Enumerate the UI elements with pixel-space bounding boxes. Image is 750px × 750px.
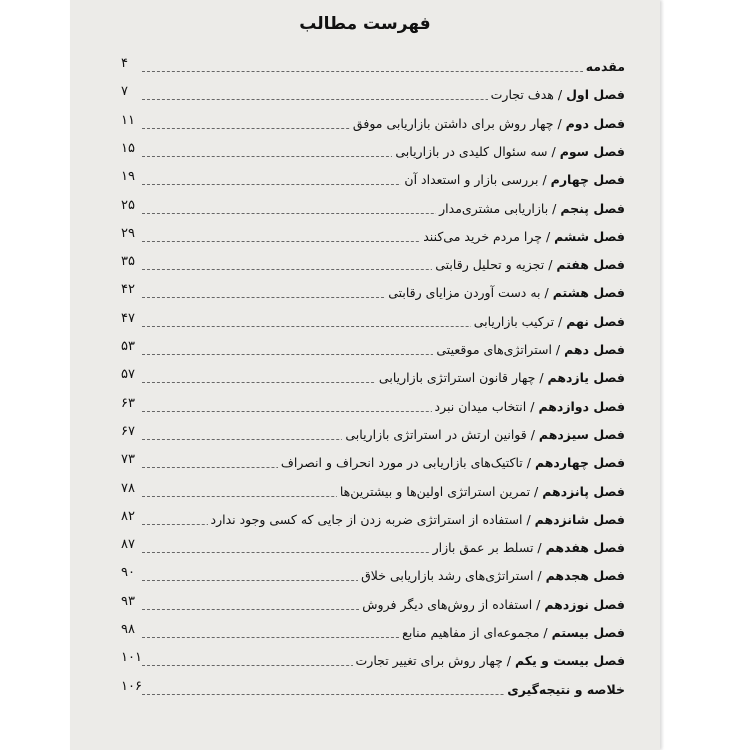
toc-chapter: فصل نهم [566,313,625,329]
toc-entry-label [488,87,628,102]
toc-entry [118,335,628,357]
toc-entry [118,448,628,470]
toc-separator: / [551,342,565,357]
toc-chapter: فصل دوازدهم [538,398,625,414]
toc-topic: استفاده از استراتژی ضربه زدن از جایی که کسی وجود ندارد [210,511,523,527]
toc-chapter: فصل نوزدهم [544,596,625,612]
toc-topic: تسلط بر عمق بازار [432,540,534,556]
toc-page-number: ۷ [118,84,131,99]
toc-chapter: فصل اول [566,87,625,103]
toc-entry-label [337,484,628,499]
toc-page-number: ۵۳ [118,339,138,354]
toc-entry-label [471,314,628,329]
toc-topic: تمرین استراتژی اولین‌ها و بیشترین‌ها [339,483,531,499]
toc-chapter: فصل هفتم [556,257,625,273]
toc-entry [118,590,628,612]
toc-entry-label [436,201,628,216]
page-title: فهرست مطالب [299,14,431,34]
toc-separator: / [535,370,548,386]
toc-entry-label [278,455,628,470]
toc-separator: / [553,87,567,103]
toc-entry [118,194,628,216]
toc-entry [118,618,628,640]
toc-topic: ترکیب بازاریابی [473,313,555,329]
toc-page-number: ۵۷ [118,367,138,382]
toc-page-number: ۶۳ [118,396,138,411]
toc-entry-label [401,172,628,187]
toc-separator: / [532,596,545,612]
toc-entry [118,250,628,272]
toc-page-number: ۴ [118,56,131,71]
toc-entry-label [385,285,628,300]
toc-separator: / [554,313,567,329]
toc-chapter: فصل شانزدهم [534,511,625,527]
toc-entry-label [432,257,628,272]
toc-chapter: فصل ششم [554,228,625,244]
toc-topic: چهار روش برای تغییر تجارت [355,653,503,669]
toc-entry [118,363,628,385]
toc-topic: قوانین ارتش در استراتژی بازاریابی [345,426,527,442]
toc-chapter: فصل بیستم [551,625,625,640]
toc-topic: انتخاب میدان نبرد [434,398,527,414]
toc-page-number: ۸۷ [118,537,138,552]
toc-chapter: فصل چهاردهم [534,455,625,471]
toc-chapter: مقدمه [585,59,625,74]
toc-page-number: ۶۷ [118,424,138,439]
toc-separator: / [553,115,566,131]
toc-entry-label [376,370,628,385]
toc-entry [118,646,628,668]
toc-page-number: ۱۵ [118,141,138,156]
toc-page-number: ۴۲ [118,282,138,297]
toc-separator: / [544,257,557,273]
toc-separator: / [539,625,552,640]
toc-page-number: ۱۰۱ [118,650,145,665]
toc-entry [118,533,628,555]
toc-entry [118,52,628,74]
toc-entry-label [399,625,628,640]
toc-page-number: ۷۸ [118,481,138,496]
toc-topic: بازاریابی مشتری‌مدار [439,200,549,216]
toc-entry [118,561,628,583]
toc-page-number: ۴۷ [118,311,138,326]
toc-chapter: فصل دهم [564,342,625,357]
toc-page-number: ۱۹ [118,169,138,184]
toc-topic: تاکتیک‌های بازاریابی در مورد انحراف و انصراف [280,455,523,471]
toc-entry-label [504,682,628,697]
toc-entry [118,109,628,131]
toc-page-number: ۸۲ [118,509,138,524]
toc-entry [118,137,628,159]
toc-entry-label [358,568,628,583]
toc-topic: استراتژی‌های موقعیتی [436,342,552,357]
toc-separator: / [522,455,535,471]
toc-topic: هدف تجارت [490,87,554,103]
table-of-contents [70,0,660,750]
toc-chapter: فصل پنجم [560,200,625,216]
toc-topic: تجزیه و تحلیل رقابتی [435,257,545,273]
toc-entry [118,278,628,300]
toc-page-number: ۱۰۶ [118,679,145,694]
toc-chapter: فصل پانزدهم [542,483,625,499]
dotted-leader [142,71,628,72]
toc-separator: / [540,285,553,301]
toc-separator: / [538,172,551,188]
toc-page-number: ۲۹ [118,226,138,241]
toc-entry-label [430,540,628,555]
toc-entry-label [342,427,628,442]
toc-entry-label [208,512,628,527]
toc-separator: / [526,426,539,442]
toc-separator: / [530,483,543,499]
toc-chapter: فصل دوم [565,115,625,131]
toc-page-number: ۹۸ [118,622,138,637]
toc-topic: مجموعه‌ای از مفاهیم منابع [402,625,540,640]
toc-page-number: ۲۵ [118,198,138,213]
toc-entry-label [392,144,628,159]
toc-separator: / [548,200,561,216]
toc-page-number: ۳۵ [118,254,138,269]
toc-chapter: فصل سیزدهم [538,426,625,442]
toc-separator: / [533,540,546,556]
toc-entry [118,420,628,442]
toc-entry [118,165,628,187]
toc-separator: / [502,653,515,669]
toc-chapter: فصل هجدهم [545,568,625,584]
toc-topic: استفاده از روش‌های دیگر فروش [362,596,533,612]
toc-entry [118,392,628,414]
toc-entry-label [350,116,628,131]
toc-entry-label [433,342,628,357]
toc-entry-label [583,59,628,74]
toc-topic: چرا مردم خرید می‌کنند [423,228,542,244]
toc-page-number: ۹۰ [118,565,138,580]
toc-topic: به دست آوردن مزایای رقابتی [388,285,541,301]
toc-topic: چهار قانون استراتژی بازاریابی [378,370,536,386]
toc-topic: چهار روش برای داشتن بازاریابی موفق [352,115,554,131]
toc-entry-label [353,653,628,668]
toc-topic: سه سئوال کلیدی در بازاریابی [395,143,548,159]
toc-entry [118,477,628,499]
toc-chapter: خلاصه و نتیجه‌گیری [507,681,625,697]
toc-entry [118,222,628,244]
toc-chapter: فصل هفدهم [545,540,625,556]
toc-separator: / [542,228,555,244]
toc-topic: بررسی بازار و استعداد آن [404,172,539,188]
toc-page-number: ۱۱ [118,113,138,128]
toc-entry-label [420,229,628,244]
toc-separator: / [533,568,546,584]
toc-chapter: فصل یازدهم [547,370,625,386]
toc-separator: / [526,398,539,414]
book-page [70,0,660,750]
toc-topic: استراتژی‌های رشد بازاریابی خلاق [361,568,534,584]
toc-chapter: فصل هشتم [552,285,625,301]
toc-entry [118,80,628,102]
toc-entry [118,505,628,527]
toc-page-number: ۷۳ [118,452,138,467]
toc-chapter: فصل بیست و یکم [515,653,625,669]
toc-chapter: فصل سوم [559,143,625,159]
toc-separator: / [547,143,560,159]
toc-separator: / [522,511,535,527]
toc-entry-label [432,399,628,414]
toc-entry [118,675,628,697]
toc-entry-label [359,597,628,612]
toc-entry [118,307,628,329]
toc-page-number: ۹۳ [118,594,138,609]
toc-chapter: فصل چهارم [550,172,625,188]
